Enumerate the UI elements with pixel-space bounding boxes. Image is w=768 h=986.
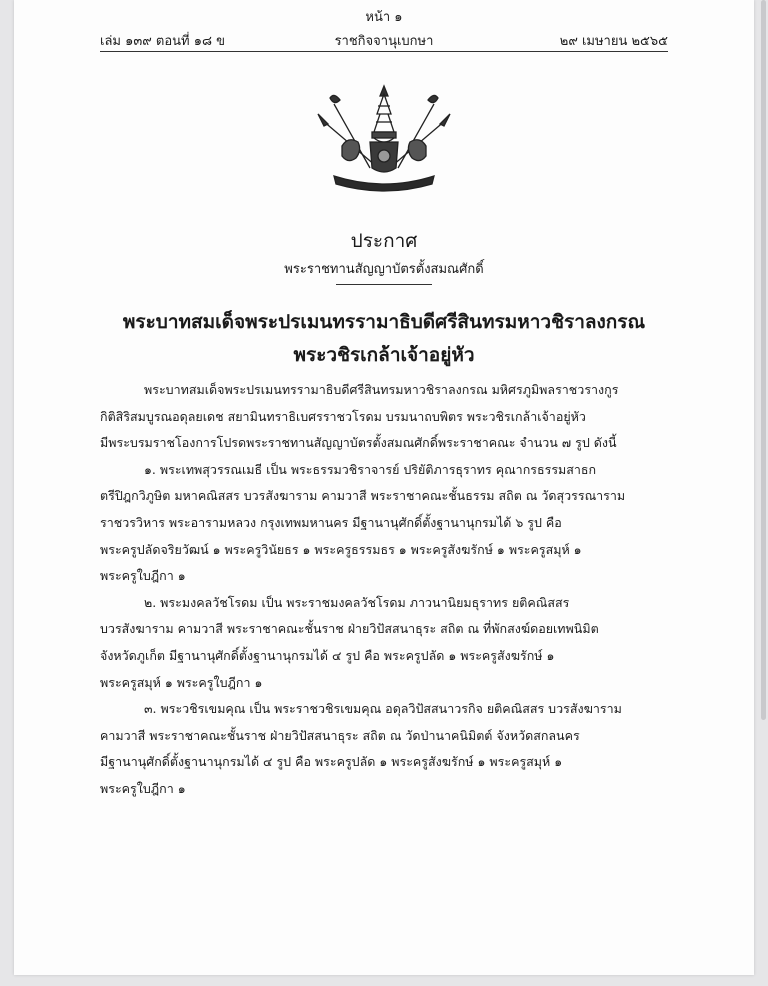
body-line: พระครูสมุห์ ๑ พระครูใบฎีกา ๑ [100,674,263,690]
body-line: มีฐานานุศักดิ์ตั้งฐานานุกรมได้ ๔ รูป คือ พระครูปลัด ๑ พระครูสังฆรักษ์ ๑ พระครูสมุห์ ๑ [100,754,563,770]
header-divider [100,51,668,52]
body-line: พระครูใบฎีกา ๑ [100,568,186,584]
page-number: หน้า ๑ [365,10,403,25]
body-line: บวรสังฆาราม คามวาสี พระราชาคณะชั้นราช ฝ่ายวิปัสสนาธุระ สถิต ณ ที่พักสงฆ์ดอยเทพนิมิต [100,621,599,637]
body-line: พระครูใบฎีกา ๑ [100,780,186,796]
publication-date: ๒๙ เมษายน ๒๕๖๕ [559,34,668,49]
king-name-heading [0,306,768,372]
body-line: ๓. พระวชิรเขมคุณ เป็น พระราชวชิรเขมคุณ อดุลวิปัสสนาวรกิจ ยติคณิสสร บวรสังฆาราม [144,701,622,717]
body-line: จังหวัดภูเก็ต มีฐานานุศักดิ์ตั้งฐานานุกรมได้ ๔ รูป คือ พระครูปลัด ๑ พระครูสังฆรักษ์ ๑ [100,647,555,663]
body-line: กิติสิริสมบูรณอดุลยเดช สยามินทราธิเบศรราชวโรดม บรมนาถบพิตร พระวชิรเกล้าเจ้าอยู่หัว [100,408,586,424]
announcement-body [100,377,668,803]
gazette-header [100,30,668,48]
body-line: ราชวรวิหาร พระอารามหลวง กรุงเทพมหานคร มีฐานานุศักดิ์ตั้งฐานานุกรมได้ ๖ รูป คือ [100,514,562,530]
body-line: ๑. พระเทพสุวรรณเมธี เป็น พระธรรมวชิราจารย์ ปริยัติภารธุราทร คุณากรธรรมสาธก [144,461,597,477]
subtitle-divider [336,284,432,285]
announcement-title: ประกาศ [350,230,418,252]
body-line: คามวาสี พระราชาคณะชั้นราช ฝ่ายวิปัสสนาธุระ สถิต ณ วัดป่านาคนิมิตต์ จังหวัดสกลนคร [100,727,580,743]
gazette-name: ราชกิจจานุเบกษา [334,34,434,49]
king-name-line-2: พระวชิรเกล้าเจ้าอยู่หัว [293,344,475,366]
body-line: ๒. พระมงคลวัชโรดม เป็น พระราชมงคลวัชโรดม ภาวนานิยมธุราทร ยติคณิสสร [144,594,570,610]
body-line: ตรีปิฎกวิภูษิต มหาคณิสสร บวรสังฆาราม คามวาสี พระราชาคณะชั้นธรรม สถิต ณ วัดสุวรรณาราม [100,488,626,504]
body-line: มีพระบรมราชโองการโปรดพระราชทานสัญญาบัตรตั้งสมณศักดิ์พระราชาคณะ จำนวน ๗ รูป ดังนี้ [100,435,617,451]
announcement-subtitle: พระราชทานสัญญาบัตรตั้งสมณศักดิ์ [284,262,484,277]
king-name-line-1: พระบาทสมเด็จพระปรเมนทรรามาธิบดีศรีสินทรมหาวชิราลงกรณ [122,311,646,333]
royal-emblem-icon [314,84,454,196]
volume-issue: เล่ม ๑๓๙ ตอนที่ ๑๘ ข [100,34,226,49]
body-line: พระครูปลัดจริยวัฒน์ ๑ พระครูวินัยธร ๑ พระครูธรรมธร ๑ พระครูสังฆรักษ์ ๑ พระครูสมุห์ ๑ [100,541,582,557]
body-line: พระบาทสมเด็จพระปรเมนทรรามาธิบดีศรีสินทรมหาวชิราลงกรณ มหิศรภูมิพลราชวรางกูร [144,382,619,397]
